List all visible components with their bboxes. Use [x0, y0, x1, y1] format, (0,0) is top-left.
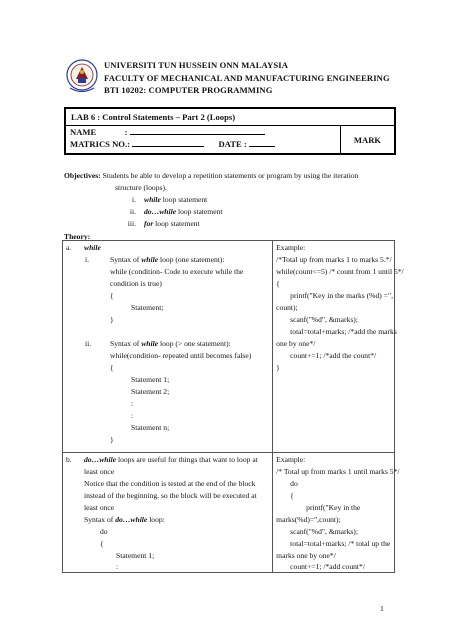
university-crest-icon — [64, 57, 100, 97]
mark-label: MARK — [353, 134, 382, 145]
section-b-example: Example: /* Total up from marks 1 until marks 5*/ do { printf("Key in the marks(%d)=",count); scanf("%d", &marks); total=total+marks; /* total up the marks one by one*/ count+=1; /*add count*/ — [273, 453, 395, 573]
matrics-field[interactable] — [132, 138, 204, 147]
page-number: 1 — [380, 604, 384, 613]
theory-table — [62, 240, 404, 573]
lab-info-box — [64, 107, 396, 155]
matrics-label: MATRICS NO.: — [70, 139, 130, 149]
section-a-example: Example: /*Total up from marks 1 to marks 5.*/ while(count<=5) /* count from 1 until 5*/ { printf("Key in the marks (%d) =", count); scanf("%d", &marks); total=total+marks; /*add the marks one by one*/ count+=1; /*add the count*/ } — [273, 241, 395, 453]
theory-label: Theory: — [64, 232, 91, 241]
objectives-text-2: structure (loops). — [115, 183, 167, 192]
objectives-label: Objectives: — [64, 171, 101, 180]
name-row — [70, 126, 340, 138]
faculty-name: FACULTY OF MECHANICAL AND MANUFACTURING ENGINEERING — [104, 72, 390, 83]
student-info — [66, 126, 341, 153]
name-field[interactable] — [130, 126, 265, 135]
objectives-section — [64, 170, 404, 230]
table-row — [63, 241, 395, 453]
objectives-line-1 — [64, 170, 404, 182]
date-label: DATE : — [218, 139, 247, 149]
course-name: BTI 10202: COMPUTER PROGRAMMING — [104, 85, 273, 95]
name-colon: : — [124, 127, 128, 137]
objective-item: i. while loop statement — [131, 195, 208, 204]
section-b-left: b. do…while loops are useful for things that want to loop at least once Notice that the condition is tested at the end of the block instead of the beginning, so the block will be executed at least once Syntax of do…while loop: do { Statement 1; : — [63, 453, 273, 573]
objectives-text-1: Students be able to develop a repetition statements or program by using the iteration — [102, 171, 359, 180]
table-row — [63, 453, 395, 573]
university-name: UNIVERSITI TUN HUSSEIN ONN MALAYSIA — [104, 60, 289, 70]
lab-title: LAB 6 : Control Statements – Part 2 (Loops) — [66, 109, 394, 126]
university-header — [104, 59, 390, 97]
section-b-title: do…while — [84, 455, 117, 464]
mark-box — [341, 126, 394, 153]
section-a-title: while — [84, 243, 101, 252]
section-a-left: a. while i. Syntax of while loop (one statement): while (condition- Code to execute while the condition is true) { Statement; } ii. Syntax of while loop (> one statement): while(condition- repeated until becomes false) { Statement 1; Statement 2; : : Statement n; } — [63, 241, 273, 453]
objective-item: iii. for loop statement — [127, 219, 200, 228]
objective-item: ii. do…while loop statement — [129, 207, 223, 216]
date-field[interactable] — [249, 138, 275, 147]
matrics-row — [70, 138, 340, 150]
name-label: NAME — [70, 127, 97, 137]
